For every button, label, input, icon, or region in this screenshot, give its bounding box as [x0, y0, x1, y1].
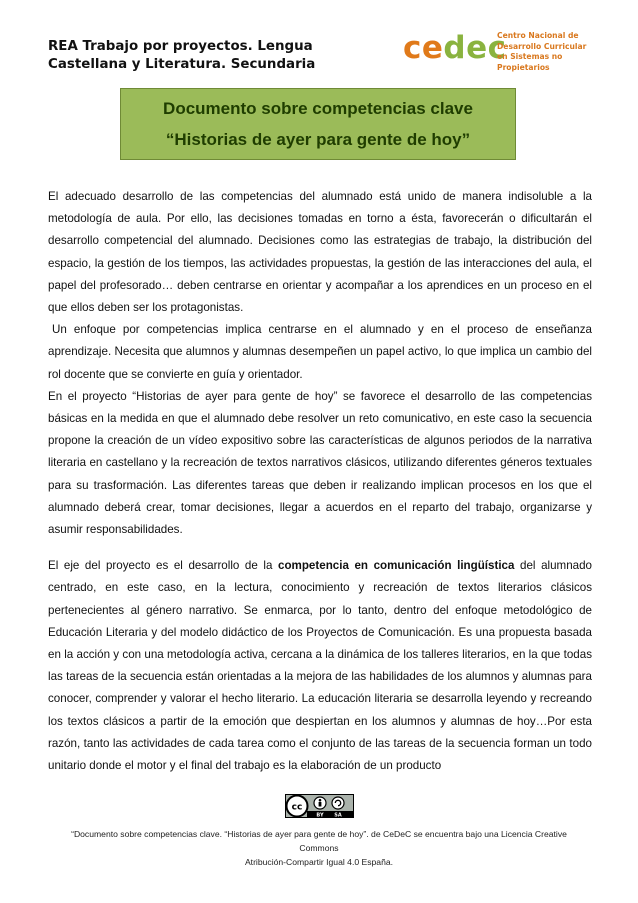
document-subtitle: “Historias de ayer para gente de hoy” — [165, 130, 471, 149]
document-title: Documento sobre competencias clave — [163, 99, 473, 118]
header-line-2: Castellana y Literatura. Secundaria — [48, 57, 316, 72]
footer-line-1: “Documento sobre competencias clave. “Historias de ayer para gente de hoy”. de CeDeC se encuentra bajo una Licencia Creative Commons — [71, 829, 567, 853]
creative-commons-badge[interactable] — [285, 794, 354, 818]
key-competence-term: competencia en comunicación lingüística — [278, 559, 515, 573]
document-title-box — [120, 88, 516, 160]
license-footer — [54, 827, 584, 869]
document-body — [48, 186, 592, 777]
by-label: BY — [316, 812, 324, 818]
cc-mark-text: cc — [291, 802, 303, 813]
logo-subtitle: Centro Nacional de Desarrollo Curricular en Sistemas no Propietarios — [497, 31, 587, 72]
logo-word-part-2: dec — [443, 30, 507, 66]
paragraph-2: Un enfoque por competencias implica centrarse en el alumnado y en el proceso de enseñanza aprendizaje. Necesita que alumnos y alumnas desempeñen un papel activo, lo que implica un cambio del rol docente que se convierte en guía y orientador. — [48, 323, 592, 381]
document-header — [48, 38, 328, 74]
paragraph-3: En el proyecto “Historias de ayer para gente de hoy” se favorece el desarrollo de las competencias básicas en la medida en que el alumnado debe resolver un reto comunicativo, en este caso la secuencia propone la creación de un vídeo expositivo sobre las características de algunos periodos de la narrativa literaria en castellano y la recreación de textos narrativos clásicos, utilizando diferentes géneros textuales para su trasformación. Las diferentes tareas que deben ir realizando implican procesos en los que el alumnado deberá crear, tomar decisiones, llegar a acuerdos en el reparto del trabajo, organizarse y asumir responsabilidades. — [48, 389, 592, 537]
sa-label: SA — [334, 812, 342, 818]
paragraph-1: El adecuado desarrollo de las competencias del alumnado está unido de manera indisoluble a la metodología de aula. Por ello, las decisiones tomadas en torno a ésta, favorecerán o dificultarán el desarrollo competencial del alumnado. Decisiones como las estrategias de trabajo, la distribución del espacio, la gestión de los tiempos, las actividades propuestas, la gestión de las interacciones del aula, el papel del profesorado… deben centrarse en orientar y acompañar a los aprendices en un proceso en el que ellos deben ser los protagonistas. — [48, 190, 592, 315]
cc-by-sa-icon — [285, 794, 354, 818]
paragraph-4: El eje del proyecto es el desarrollo de la competencia en comunicación lingüística del alumnado centrado, en este caso, en la lectura, conocimiento y recreación de textos literarios clásicos pertenecientes al género narrativo. Se enmarca, por lo tanto, dentro del enfoque metodológico de Educación Literaria y del modelo didáctico de los Proyectos de Comunicación. Es una propuesta basada en la acción y con una metodología activa, cercana a la dinámica de los talleres literarios, en la que todas las tareas de la secuencia están orientadas a la mejora de las habilidades de los alumnos y alumnas para conocer, comprender y valorar el hecho literario. La educación literaria se desarrolla leyendo y recreando los textos clásicos a partir de la emoción que despiertan en los alumnos y alumnas de hoy…Por esta razón, tanto las actividades de cada tarea como el conjunto de las tareas de la secuencia forman un todo unitario donde el motor y el final del trabajo es la elaboración de un producto — [48, 559, 592, 773]
logo-word-part-1: ce — [403, 30, 444, 66]
cedec-logo — [403, 28, 603, 72]
header-line-1: REA Trabajo por proyectos. Lengua — [48, 39, 313, 54]
footer-line-2: Atribución-Compartir Igual 4.0 España. — [244, 857, 394, 867]
